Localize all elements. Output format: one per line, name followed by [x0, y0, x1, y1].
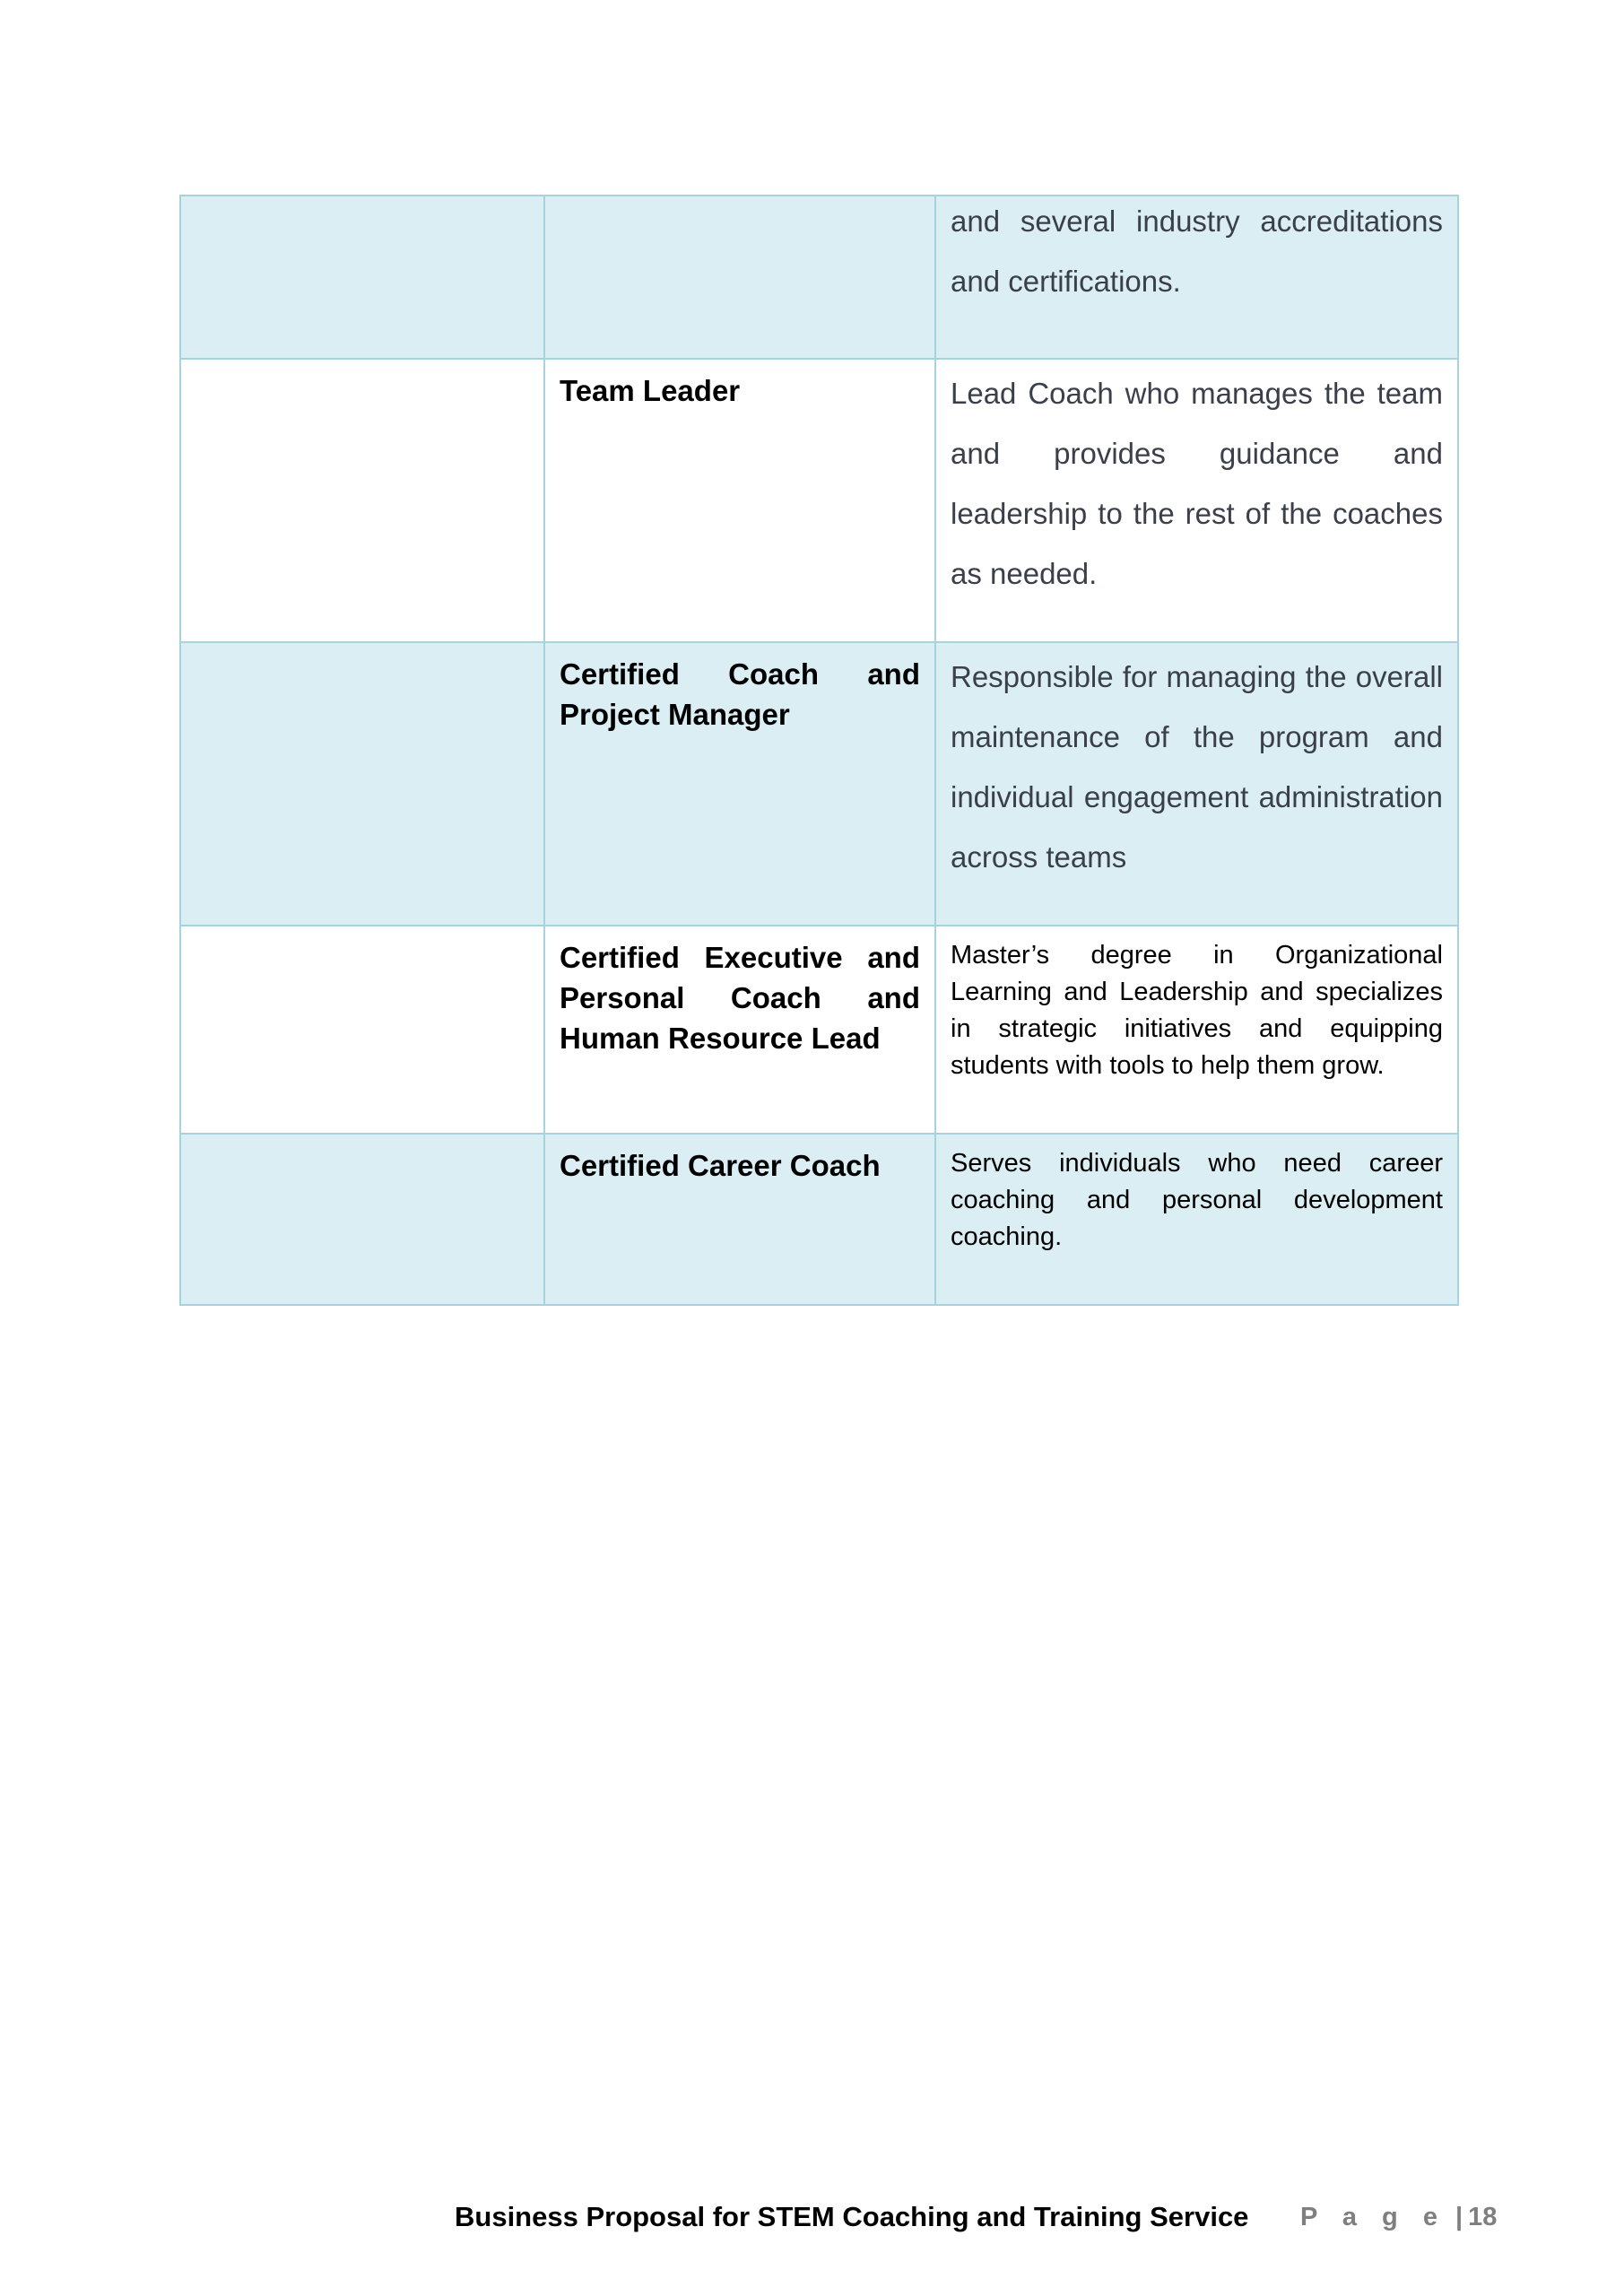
- role-description: Responsible for managing the overall maintenance of the program and individual engagement administration across teams: [951, 660, 1443, 874]
- table-cell-empty: [180, 926, 544, 1134]
- footer-document-title: Business Proposal for STEM Coaching and Training Service: [455, 2201, 1249, 2232]
- table-cell-role: [544, 1134, 935, 1305]
- page-label: P a g e: [1300, 2203, 1446, 2231]
- table-cell-role: [544, 642, 935, 926]
- role-title: [560, 196, 920, 207]
- table-cell-description: [935, 1134, 1458, 1305]
- table-row: [180, 926, 1458, 1134]
- table-cell-role: [544, 196, 935, 359]
- role-title: Certified Career Coach: [560, 1149, 881, 1182]
- role-description: Serves individuals who need career coaching and personal development coaching.: [951, 1149, 1443, 1251]
- table-cell-empty: [180, 642, 544, 926]
- table-row: [180, 1134, 1458, 1305]
- table-row: [180, 359, 1458, 642]
- table-cell-description: [935, 926, 1458, 1134]
- table-cell-empty: [180, 359, 544, 642]
- table-row: [180, 196, 1458, 359]
- table-cell-description: [935, 642, 1458, 926]
- role-title: Certified Executive and Personal Coach and Human Resource Lead: [560, 941, 920, 1055]
- role-title: Team Leader: [560, 374, 741, 407]
- team-roles-table: [179, 195, 1459, 1306]
- role-description: Lead Coach who manages the team and provides guidance and leadership to the rest of the coaches as needed.: [951, 377, 1443, 590]
- table-cell-description: [935, 196, 1458, 359]
- role-description: and several industry accreditations and certifications.: [951, 204, 1443, 298]
- table-row: [180, 642, 1458, 926]
- table-cell-role: [544, 926, 935, 1134]
- table-cell-role: [544, 359, 935, 642]
- page-number: 18: [1468, 2203, 1498, 2231]
- role-description: Master’s degree in Organizational Learning and Leadership and specializes in strategic initiatives and equipping students with tools to help them grow.: [951, 941, 1443, 1080]
- table-cell-empty: [180, 1134, 544, 1305]
- footer-page-number: [1300, 2199, 1497, 2235]
- table-cell-empty: [180, 196, 544, 359]
- role-title: Certified Coach and Project Manager: [560, 657, 920, 731]
- page-separator: |: [1455, 2203, 1463, 2231]
- table-cell-description: [935, 359, 1458, 642]
